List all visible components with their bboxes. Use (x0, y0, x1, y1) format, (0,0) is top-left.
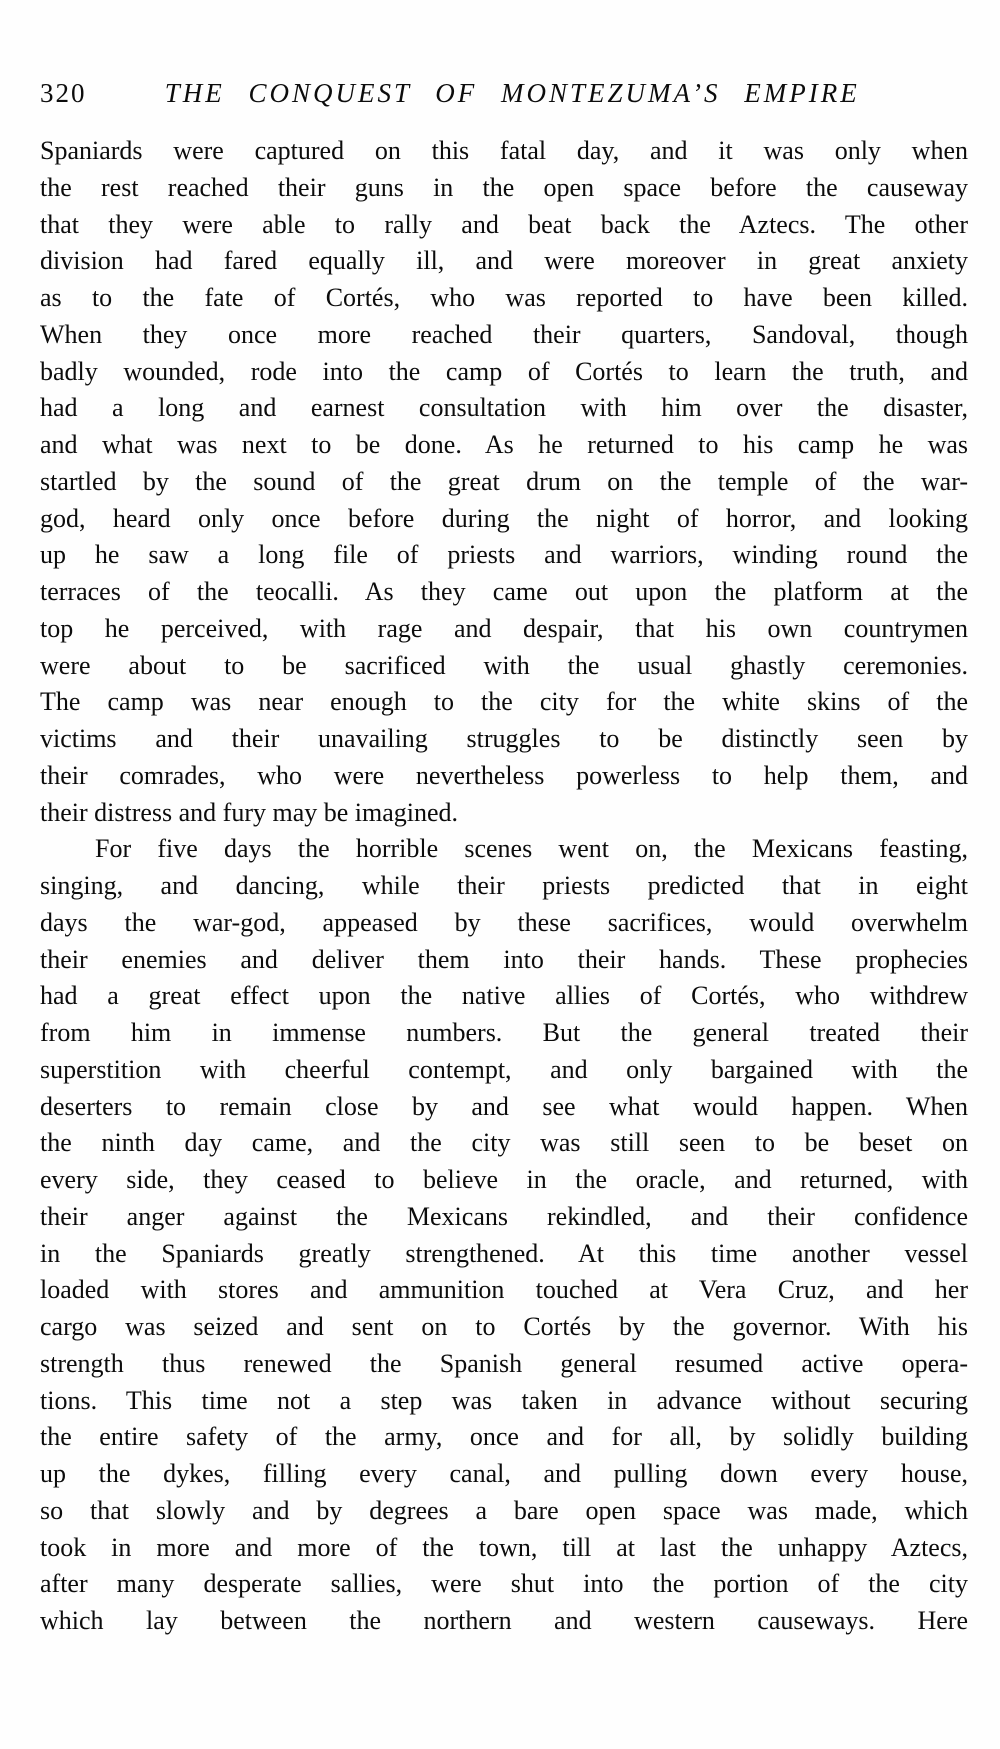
text-line: Spaniards were captured on this fatal day, and it was only when (40, 136, 968, 165)
text-line: deserters to remain close by and see what would happen. When (40, 1091, 968, 1121)
text-line: from him in immense numbers. But the general treated their (40, 1018, 968, 1047)
text-line: The camp was near enough to the city for the white skins of the (40, 687, 968, 717)
text-line: had a long and earnest consultation with him over the disaster, (40, 393, 968, 423)
text-line: tions. This time not a step was taken in advance without securing (40, 1385, 968, 1415)
running-head (40, 78, 968, 109)
text-line: their anger against the Mexicans rekindled, and their confidence (40, 1201, 968, 1231)
text-line: in the Spaniards greatly strengthened. At this time another vessel (40, 1238, 968, 1268)
page-number: 320 (40, 78, 87, 108)
text-line: were about to be sacrificed with the usual ghastly ceremonies. (40, 650, 968, 680)
text-line: god, heard only once before during the night of horror, and looking (40, 503, 968, 533)
text-line: For five days the horrible scenes went on, the Mexicans feasting, (95, 834, 968, 864)
text-line: took in more and more of the town, till at last the unhappy Aztecs, (40, 1532, 968, 1562)
text-line: after many desperate sallies, were shut into the portion of the city (40, 1569, 968, 1599)
text-line: so that slowly and by degrees a bare open space was made, which (40, 1495, 968, 1525)
text-line: their enemies and deliver them into their hands. These prophecies (40, 944, 968, 974)
text-line: superstition with cheerful contempt, and only bargained with the (40, 1054, 968, 1084)
text-line: singing, and dancing, while their priests predicted that in eight (40, 871, 968, 900)
text-line: top he perceived, with rage and despair, that his own countrymen (40, 613, 968, 643)
text-line: as to the fate of Cortés, who was reported to have been killed. (40, 283, 968, 312)
text-line: startled by the sound of the great drum on the temple of the war- (40, 466, 968, 496)
text-line: up the dykes, filling every canal, and pulling down every house, (40, 1459, 968, 1488)
text-line: the ninth day came, and the city was still seen to be beset on (40, 1128, 968, 1158)
text-line: the rest reached their guns in the open space before the causeway (40, 172, 968, 202)
text-line: When they once more reached their quarters, Sandoval, though (40, 319, 968, 349)
text-line: the entire safety of the army, once and for all, by solidly building (40, 1422, 968, 1452)
text-line: victims and their unavailing struggles to be distinctly seen by (40, 724, 968, 753)
text-line: terraces of the teocalli. As they came out upon the platform at the (40, 577, 968, 606)
text-line: which lay between the northern and western causeways. Here (40, 1606, 968, 1635)
text-line: division had fared equally ill, and were moreover in great anxiety (40, 246, 968, 276)
text-line: cargo was seized and sent on to Cortés by the governor. With his (40, 1312, 968, 1341)
text-line: that they were able to rally and beat back the Aztecs. The other (40, 209, 968, 239)
running-title: THE CONQUEST OF MONTEZUMA’S EMPIRE (164, 78, 860, 108)
text-line: had a great effect upon the native allies of Cortés, who withdrew (40, 981, 968, 1011)
text-line: their comrades, who were nevertheless powerless to help them, and (40, 760, 968, 790)
page-body (40, 133, 968, 1640)
text-line: their distress and fury may be imagined. (40, 797, 459, 827)
text-line: days the war-god, appeased by these sacrifices, would overwhelm (40, 907, 968, 937)
text-line: loaded with stores and ammunition touched at Vera Cruz, and her (40, 1275, 968, 1305)
text-line: badly wounded, rode into the camp of Cortés to learn the truth, and (40, 356, 968, 386)
text-line: and what was next to be done. As he returned to his camp he was (40, 430, 968, 459)
text-line: up he saw a long file of priests and warriors, winding round the (40, 540, 968, 570)
text-line: strength thus renewed the Spanish general resumed active opera- (40, 1348, 968, 1378)
text-line: every side, they ceased to believe in the oracle, and returned, with (40, 1165, 968, 1194)
